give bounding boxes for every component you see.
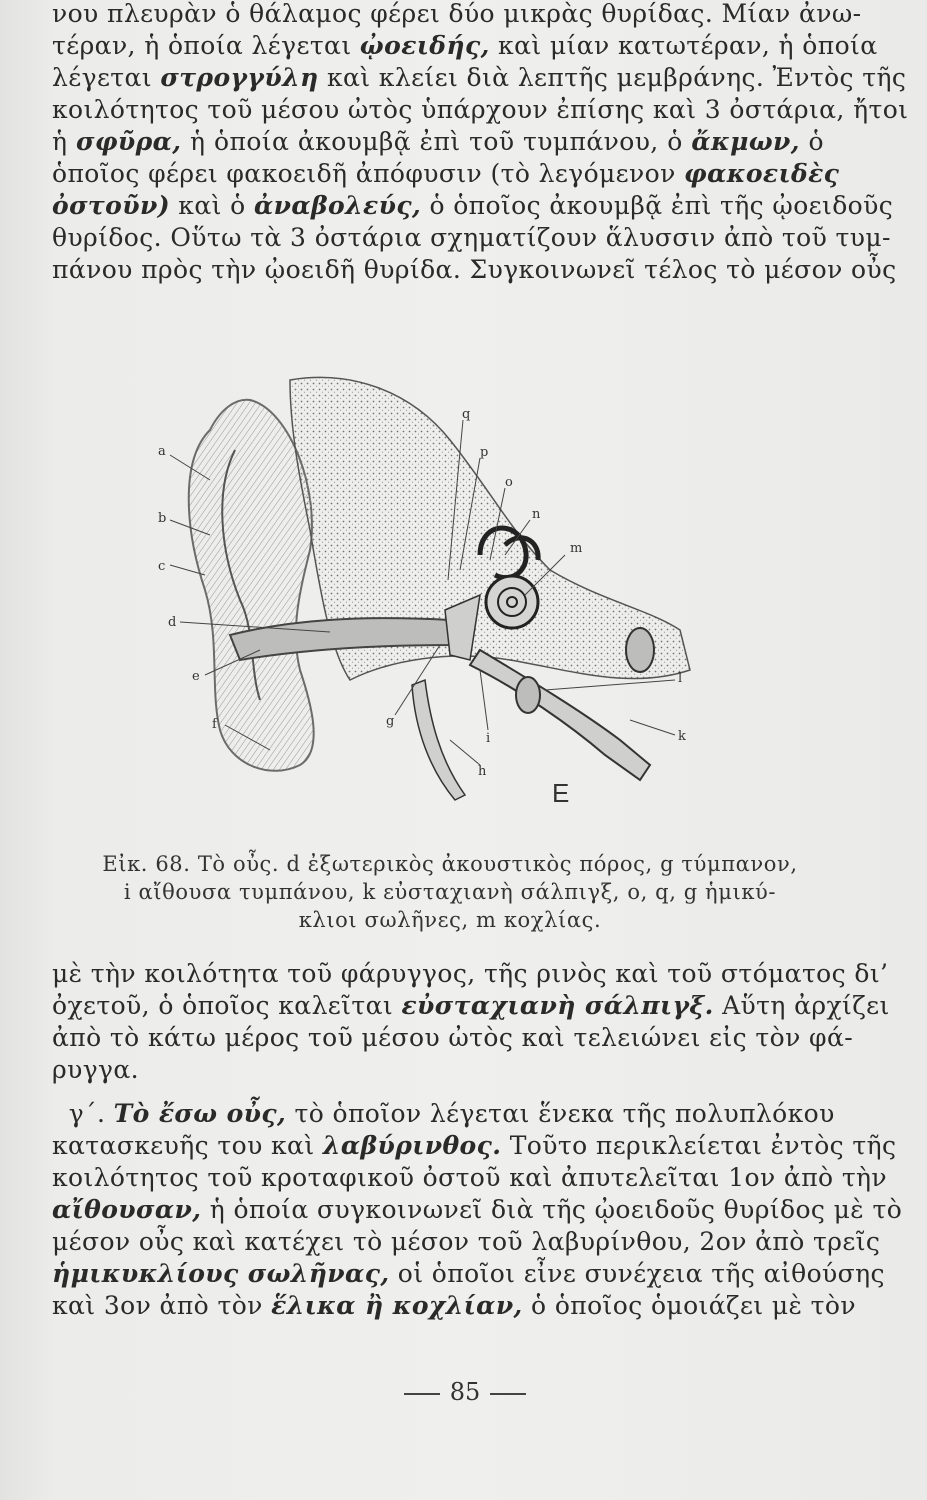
text-line: ἡμικυκλίους σωλῆνας, οἱ ὁποῖοι εἶνε συνέχεια τῆς αἰθούσης	[52, 1259, 885, 1288]
term-lenticular: φακοειδὲς	[684, 159, 840, 188]
cochlea	[486, 576, 538, 628]
text-line: αἴθουσαν, ἡ ὁποία συγκοινωνεῖ διὰ τῆς ᾠοειδοῦς θυρίδος μὲ τὸ	[52, 1195, 903, 1224]
figure-label-n: n	[532, 507, 541, 522]
text-line: νου πλευρὰν ὁ θάλαμος φέρει δύο μικρὰς θυρίδας. Μίαν ἀνω-	[52, 0, 862, 28]
figure-caption	[90, 850, 810, 934]
figure-label-f: f	[212, 717, 217, 732]
figure-label-b: b	[158, 511, 167, 526]
figure-label-g: g	[386, 714, 395, 729]
vessel-right	[626, 628, 654, 672]
text-line: μέσον οὖς καὶ κατέχει τὸ μέσον τοῦ λαβυρίνθου, 2ον ἀπὸ τρεῖς	[52, 1227, 881, 1256]
text-line: κοιλότητος τοῦ κροταφικοῦ ὀστοῦ καὶ ἀπυτελεῖται 1ον ἀπὸ τὴν	[52, 1163, 888, 1192]
figure-label-p: p	[480, 445, 489, 460]
figure-label-a: a	[158, 444, 166, 459]
styloid-process	[412, 680, 465, 800]
auricle-outline	[189, 400, 314, 771]
text-line: τέραν, ἡ ὁποία λέγεται ᾠοειδής, καὶ μίαν κατωτέραν, ἡ ὁποία	[52, 31, 878, 60]
text-line: πάνου πρὸς τὴν ᾠοειδῆ θυρίδα. Συγκοινωνεῖ τέλος τὸ μέσον οὖς	[52, 255, 897, 284]
term-vestibule: αἴθουσαν,	[52, 1195, 202, 1224]
text-line: γ΄. Τὸ ἔσω οὖς, τὸ ὁποῖον λέγεται ἕνεκα τῆς πολυπλόκου	[68, 1099, 835, 1128]
middle-paragraph	[52, 958, 890, 1086]
text-line: ρυγγα.	[52, 1055, 140, 1084]
ear-anatomy-illustration	[150, 370, 710, 820]
text-line: κοιλότητος τοῦ μέσου ὠτὸς ὑπάρχουν ἐπίσης καὶ 3 ὀστάρια, ἤτοι	[52, 95, 909, 124]
text-line: ἀπὸ τὸ κάτω μέρος τοῦ μέσου ὠτὸς καὶ τελειώνει εἰς τὸν φά-	[52, 1023, 854, 1052]
figure-big-label: E	[552, 778, 570, 808]
text-line: ὀχετοῦ, ὁ ὁποῖος καλεῖται εὐσταχιανὴ σάλπιγξ. Αὕτη ἀρχίζει	[52, 991, 890, 1020]
term-labyrinth: λαβύρινθος.	[322, 1131, 502, 1160]
figure-label-l: l	[678, 671, 683, 686]
text-line: θυρίδος. Οὕτω τὰ 3 ὀστάρια σχηματίζουν ἅλυσσιν ἀπὸ τοῦ τυμ-	[52, 223, 891, 252]
text-line: κατασκευῆς του καὶ λαβύρινθος. Τοῦτο περικλείεται ἐντὸς τῆς	[52, 1131, 897, 1160]
figure-label-h: h	[478, 764, 487, 779]
figure-label-i: i	[486, 731, 491, 746]
figure-label-c: c	[158, 559, 166, 574]
term-incus: ἄκμων,	[691, 127, 800, 156]
figure-label-o: o	[505, 475, 513, 490]
term-inner-ear: Τὸ ἔσω οὖς,	[113, 1099, 287, 1128]
page-number: 85	[360, 1378, 570, 1406]
figure-label-k: k	[678, 729, 686, 744]
caption-line: i αἴθουσα τυμπάνου, k εὐσταχιανὴ σάλπιγξ, o, q, g ἡμικύ-	[123, 880, 777, 904]
term-oval-window: ᾠοειδής,	[359, 31, 490, 60]
figure-label-m: m	[570, 541, 583, 556]
term-round-window: στρογγύλη	[160, 63, 319, 92]
top-paragraph	[52, 0, 909, 286]
bottom-paragraph	[52, 1098, 903, 1322]
figure-label-d: d	[168, 615, 177, 630]
term-malleus: σφῦρα,	[76, 127, 182, 156]
text-line: λέγεται στρογγύλη καὶ κλείει διὰ λεπτῆς μεμβράνης. Ἐντὸς τῆς	[52, 63, 907, 92]
term-semicircular-canals: ἡμικυκλίους σωλῆνας,	[52, 1259, 390, 1288]
text-line: καὶ 3ον ἀπὸ τὸν ἕλικα ἢ κοχλίαν, ὁ ὁποῖος ὁμοιάζει μὲ τὸν	[52, 1291, 856, 1320]
caption-line: κλιοι σωλῆνες, m κοχλίας.	[298, 908, 602, 932]
figure-label-e: e	[192, 669, 200, 684]
text-line: ὀστοῦν) καὶ ὁ ἀναβολεύς, ὁ ὁποῖος ἀκουμβᾷ ἐπὶ τῆς ᾠοειδοῦς	[52, 191, 894, 220]
term-eustachian-tube: εὐσταχιανὴ σάλπιγξ.	[401, 991, 714, 1020]
term-stapes: ἀναβολεύς,	[253, 191, 422, 220]
figure-label-q: q	[462, 407, 471, 422]
term-cochlea: ἕλικα ἢ κοχλίαν,	[271, 1291, 523, 1320]
text-line: μὲ τὴν κοιλότητα τοῦ φάρυγγος, τῆς ρινὸς καὶ τοῦ στόματος δι’	[52, 959, 889, 988]
caption-line: Εἰκ. 68. Τὸ οὖς. d ἐξωτερικὸς ἀκουστικὸς πόρος, g τύμπανον,	[102, 852, 798, 876]
vessel-lower	[516, 677, 540, 713]
text-line: ἡ σφῦρα, ἡ ὁποία ἀκουμβᾷ ἐπὶ τοῦ τυμπάνου, ὁ ἄκμων, ὁ	[52, 127, 824, 156]
text-line: ὁποῖος φέρει φακοειδῆ ἀπόφυσιν (τὸ λεγόμενον φακοειδὲς	[52, 159, 840, 188]
